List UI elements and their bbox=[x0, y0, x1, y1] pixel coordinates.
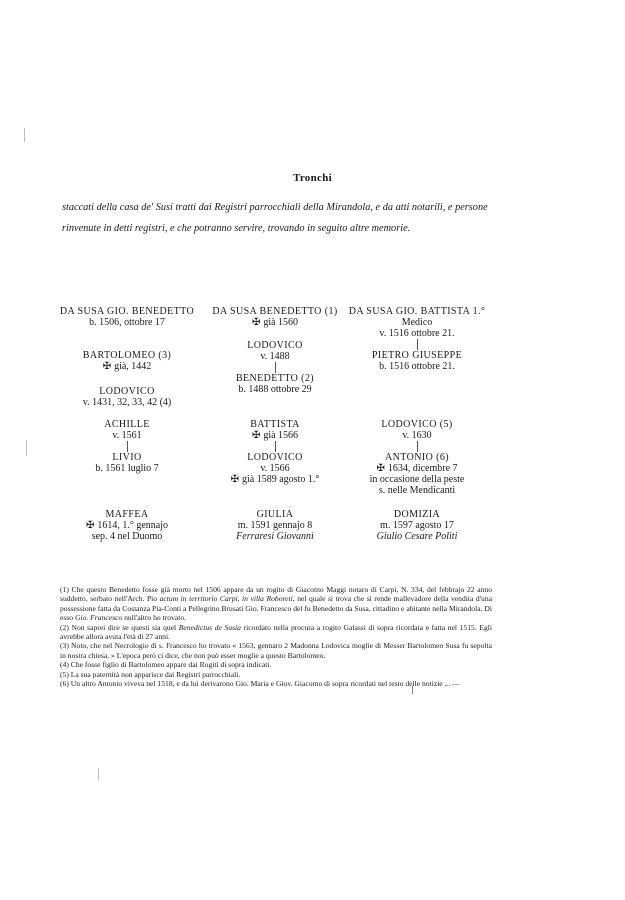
person-name: LODOVICO bbox=[99, 386, 155, 397]
person-entry bbox=[342, 306, 492, 372]
person-detail: in occasione della peste bbox=[369, 474, 465, 485]
person-detail: già 1560 bbox=[263, 317, 299, 328]
person-name: BATTISTA bbox=[250, 419, 300, 430]
person-detail: v. 1431, 32, 33, 42 (4) bbox=[82, 397, 172, 408]
person-entry bbox=[52, 386, 202, 408]
person-entry bbox=[342, 419, 492, 496]
person-entry bbox=[52, 509, 202, 542]
intro-paragraph: staccati della casa de' Susi tratti dai Registri parrocchiali della Mirandola, e da atti notarili, e persone rinvenute in detti registri, e che potranno servire, trovando in seguito altre memorie. bbox=[62, 202, 488, 234]
person-entry bbox=[200, 306, 350, 328]
footnote-text: ricordato nella procura a rogito Galassi di sopra ricordata e fatta nel 1515. Egli avrebbe allora avuta l'età di 27 anni. bbox=[60, 622, 492, 642]
cross-icon: ✠ bbox=[230, 474, 240, 485]
person-name: BARTOLOMEO (3) bbox=[82, 350, 172, 361]
cross-icon: ✠ bbox=[251, 317, 261, 328]
person-detail: v. 1516 ottobre 21. bbox=[379, 328, 455, 339]
lineage-connector bbox=[275, 441, 276, 452]
person-entry bbox=[342, 509, 492, 542]
person-detail-line bbox=[52, 520, 202, 531]
person-name: ACHILLE bbox=[104, 419, 150, 430]
scan-mark bbox=[26, 440, 27, 456]
spouse-name: Ferraresi Giovanni bbox=[236, 531, 314, 542]
person-entry bbox=[200, 340, 350, 395]
footnote-5: (5) La sua paternità non apparisce dai Registri parrocchiali. bbox=[60, 669, 241, 679]
person-detail: b. 1488 ottobre 29 bbox=[238, 384, 312, 395]
person-name: BENEDETTO (2) bbox=[235, 373, 315, 384]
footnote-text: null'altro ho trovato. bbox=[122, 613, 187, 623]
cross-icon: ✠ bbox=[102, 361, 112, 372]
person-detail-line bbox=[342, 463, 492, 474]
footnote-text: , nel quale si trova che si rende mallevadore della vendita d'una possessione fatta da Costanza Pia-Conti a Pellegrino Brusati Gio. Francesco del fu Benedetto da Susa, cittadino e abitante nella Mirandola. Di esso bbox=[60, 594, 493, 623]
person-name: MAFFEA bbox=[105, 509, 149, 520]
scan-mark bbox=[24, 128, 25, 142]
person-detail: b. 1516 ottobre 21. bbox=[379, 361, 455, 372]
person-name: LIVIO bbox=[112, 452, 142, 463]
lineage-connector bbox=[275, 362, 276, 373]
footnotes bbox=[60, 585, 492, 688]
lineage-connector bbox=[417, 339, 418, 350]
person-detail: Medico bbox=[401, 317, 433, 328]
person-detail: m. 1591 gennajo 8 bbox=[237, 520, 313, 531]
scan-mark bbox=[98, 768, 99, 780]
spouse-name: Giulio Cesare Politi bbox=[376, 531, 458, 542]
cross-icon: ✠ bbox=[376, 463, 385, 474]
footnote-text: (2) Non saprei dire se questi sia quel bbox=[60, 622, 179, 632]
person-name: PIETRO GIUSEPPE bbox=[371, 350, 463, 361]
footnote-6: (6) Un altro Antonio viveva nel 1518, e da lui derivarono Gio. Maria e Giov. Giacomo di sopra ricordati nel testo delle notizie ... — bbox=[60, 679, 460, 689]
person-name: DA SUSA GIO. BATTISTA 1.° bbox=[348, 306, 486, 317]
lineage-connector bbox=[417, 441, 418, 452]
person-detail: m. 1597 agosto 17 bbox=[380, 520, 454, 531]
person-name: DA SUSA BENEDETTO (1) bbox=[212, 306, 338, 317]
person-name: GIULIA bbox=[256, 509, 294, 520]
footnote-3: (3) Noto, che nel Necrologio di s. Francesco ho trovato « 1563, gennaro 2 Madonna Lodovica moglie di Messer Bartolomeo Susa fu sepolta in nostra chiesa. » L'epoca però ci dice, che non può esser moglie a questo Bartolomeo. bbox=[60, 641, 492, 660]
person-detail: già 1566 bbox=[263, 430, 299, 441]
person-entry bbox=[200, 509, 350, 542]
footnote-name: Gio. Francesco bbox=[74, 613, 123, 623]
person-entry bbox=[52, 419, 202, 474]
person-detail: 1634, dicembre 7 bbox=[387, 463, 458, 474]
page-title: Tronchi bbox=[293, 172, 332, 184]
person-name: DOMIZIA bbox=[393, 509, 441, 520]
person-detail-line bbox=[200, 474, 350, 485]
cross-icon: ✠ bbox=[85, 520, 95, 531]
person-detail: v. 1488 bbox=[260, 351, 290, 362]
person-detail-line bbox=[200, 317, 350, 328]
person-entry bbox=[52, 350, 202, 372]
person-detail: s. nelle Mendicanti bbox=[378, 485, 456, 496]
person-entry bbox=[52, 306, 202, 328]
person-name: LODOVICO bbox=[247, 340, 303, 351]
person-detail: 1614, 1.° gennajo bbox=[97, 520, 169, 531]
footnote-latin: Benedictus de Susia bbox=[178, 622, 241, 632]
person-name: ANTONIO (6) bbox=[385, 452, 449, 463]
person-name: LODOVICO (5) bbox=[381, 419, 453, 430]
person-detail: v. 1566 bbox=[260, 463, 290, 474]
lineage-connector bbox=[127, 441, 128, 452]
person-detail: sep. 4 nel Duomo bbox=[91, 531, 163, 542]
person-detail: già 1589 agosto 1.° bbox=[242, 474, 320, 485]
person-detail: b. 1506, ottobre 17 bbox=[89, 317, 165, 328]
person-name: DA SUSA GIO. BENEDETTO bbox=[59, 306, 195, 317]
person-detail-line bbox=[52, 361, 202, 372]
person-detail: v. 1561 bbox=[112, 430, 142, 441]
footnote-latin: actum in territorio Carpi, in villa Roboreti bbox=[159, 594, 293, 604]
footnote-1 bbox=[60, 585, 492, 623]
person-detail-line bbox=[200, 430, 350, 441]
person-detail: già, 1442 bbox=[114, 361, 152, 372]
person-detail: v. 1630 bbox=[402, 430, 432, 441]
person-entry bbox=[200, 419, 350, 485]
person-detail: b. 1561 luglio 7 bbox=[95, 463, 159, 474]
footnote-4: (4) Che fosse figlio di Bartolomeo appare dai Rogiti di sopra indicati. bbox=[60, 660, 272, 670]
cross-icon: ✠ bbox=[251, 430, 261, 441]
person-name: LODOVICO bbox=[247, 452, 303, 463]
footnote-2 bbox=[60, 623, 492, 642]
footnote-text: (1) Che questo Benedetto fosse già morto nel 1506 appare da un rogito di Giacomo Maggi notaro di Carpi, N. 334, del febbrajo 22 anno suddetto, serbato nell'Arch. Pio bbox=[60, 585, 492, 604]
